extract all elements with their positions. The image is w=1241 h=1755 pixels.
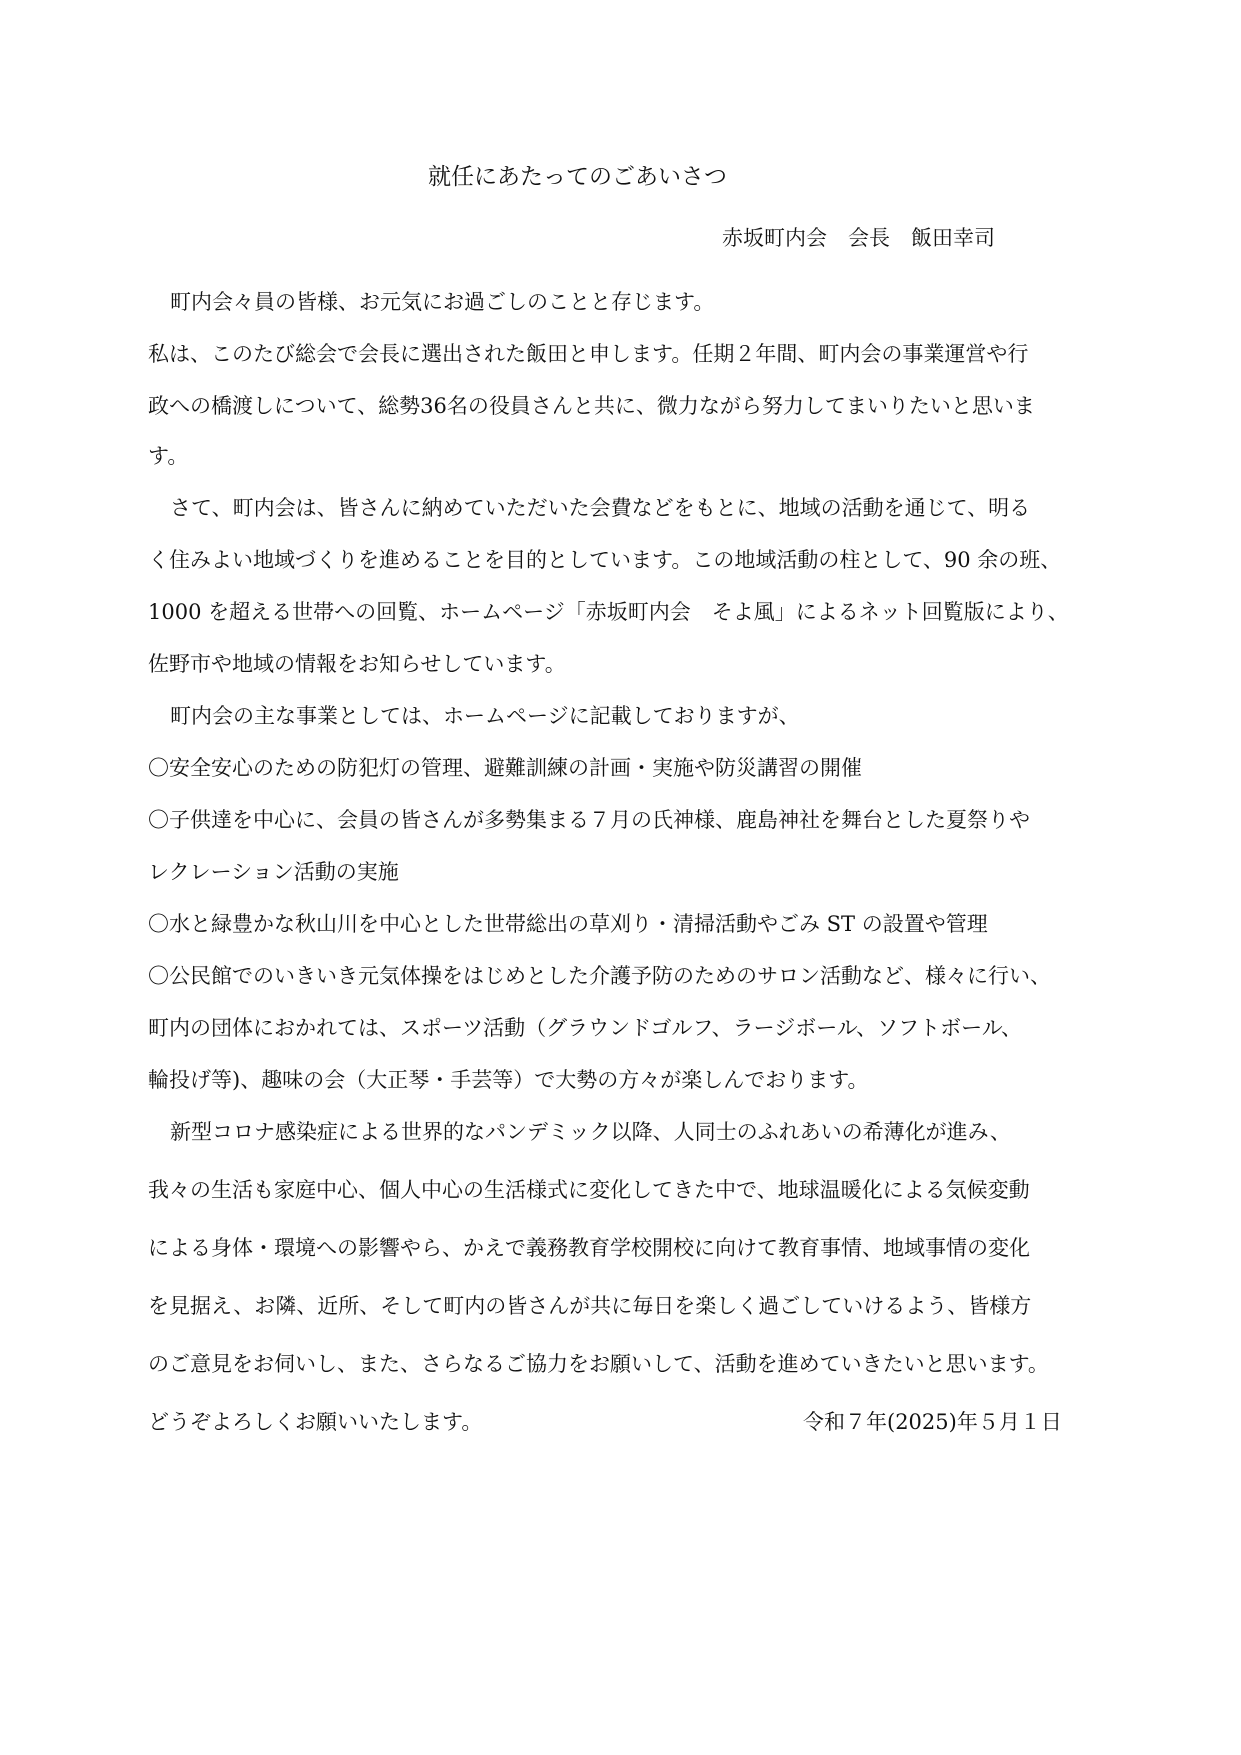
body-line: く住みよい地域づくりを進めることを目的としています。この地域活動の柱として、90 余の班、: [148, 548, 1062, 572]
body-line: す。: [148, 444, 189, 468]
closing-line: どうぞよろしくお願いいたします。: [148, 1410, 483, 1434]
body-line: 政への橋渡しについて、総勢36名の役員さんと共に、微力ながら努力してまいりたいと思いま: [148, 394, 1035, 418]
body-line: レクレーション活動の実施: [148, 860, 399, 884]
body-line: 1000 を超える世帯への回覧、ホームページ「赤坂町内会 そよ風」によるネット回覧版により、: [148, 600, 1069, 624]
body-line: 新型コロナ感染症による世界的なパンデミック以降、人同士のふれあいの希薄化が進み、: [170, 1120, 1011, 1144]
body-line: による身体・環境への影響やら、かえで義務教育学校開校に向けて教育事情、地域事情の変化: [148, 1236, 1030, 1260]
document-date: 令和７年(2025)年５月１日: [803, 1410, 1062, 1434]
body-line: を見据え、お隣、近所、そして町内の皆さんが共に毎日を楽しく過ごしていけるよう、皆様方: [148, 1294, 1032, 1318]
body-line: さて、町内会は、皆さんに納めていただいた会費などをもとに、地域の活動を通じて、明る: [170, 496, 1031, 520]
bullet-line: 〇子供達を中心に、会員の皆さんが多勢集まる７月の氏神様、鹿島神社を舞台とした夏祭りや: [148, 808, 1030, 832]
body-line: 町内会の主な事業としては、ホームページに記載しておりますが、: [170, 704, 800, 728]
document-title: 就任にあたってのごあいさつ: [428, 164, 727, 190]
bullet-line: 〇安全安心のための防犯灯の管理、避難訓練の計画・実施や防災講習の開催: [148, 756, 862, 780]
body-line: 町内の団体におかれては、スポーツ活動（グラウンドゴルフ、ラージボール、ソフトボール、: [148, 1016, 1023, 1040]
body-line: 私は、このたび総会で会長に選出された飯田と申します。任期２年間、町内会の事業運営や行: [148, 342, 1029, 366]
author-line: 赤坂町内会 会長 飯田幸司: [722, 226, 995, 250]
body-line: 輪投げ等)、趣味の会（大正琴・手芸等）で大勢の方々が楽しんでおります。: [148, 1068, 869, 1092]
body-line: 我々の生活も家庭中心、個人中心の生活様式に変化してきた中で、地球温暖化による気候変動: [148, 1178, 1030, 1202]
body-line: のご意見をお伺いし、また、さらなるご協力をお願いして、活動を進めていきたいと思います。: [148, 1352, 1049, 1376]
body-line: 佐野市や地域の情報をお知らせしています。: [148, 652, 566, 676]
bullet-line: 〇公民館でのいきいき元気体操をはじめとした介護予防のためのサロン活動など、様々に行い、: [148, 964, 1051, 988]
bullet-line: 〇水と緑豊かな秋山川を中心とした世帯総出の草刈り・清掃活動やごみ ST の設置や管理: [148, 912, 988, 936]
body-line: 町内会々員の皆様、お元気にお過ごしのことと存じます。: [170, 290, 715, 314]
